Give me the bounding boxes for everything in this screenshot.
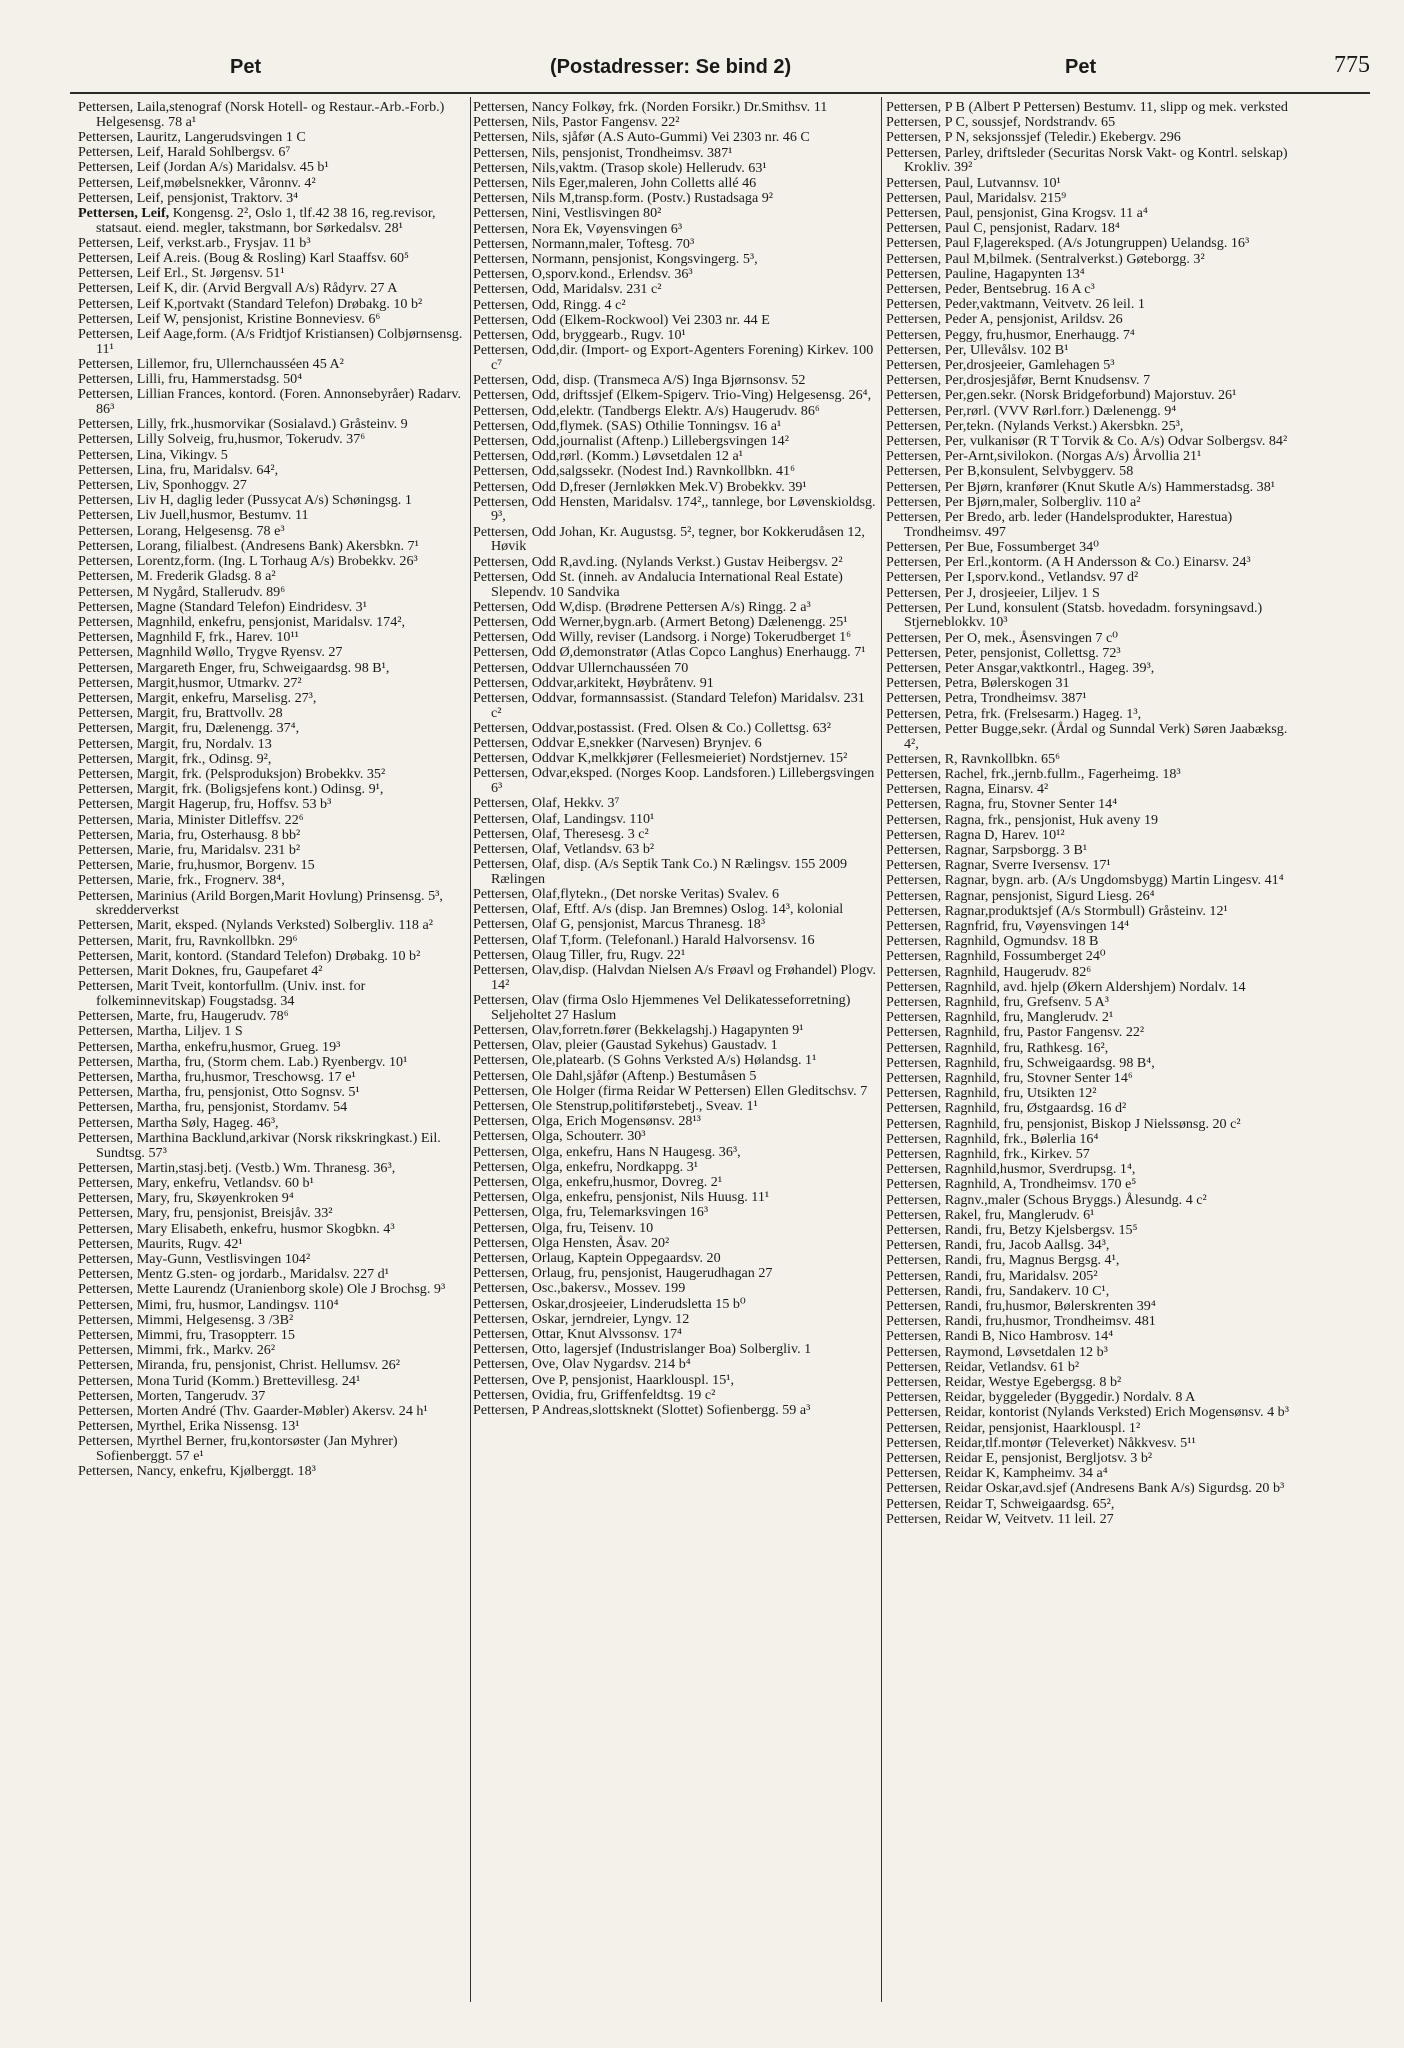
directory-entry: Pettersen, Maurits, Rugv. 42¹ (78, 1235, 243, 1252)
directory-entry: Pettersen, Ragnhild,husmor, Sverdrupsg. 1⁴, (886, 1161, 1136, 1178)
directory-entry: Pettersen, Olga, enkefru, pensjonist, Nils Huusg. 11¹ (473, 1189, 770, 1206)
directory-entry: Pettersen, P Andreas,slottsknekt (Slottet) Sofienbergg. 59 a³ (473, 1401, 811, 1418)
directory-entry: Pettersen, Morten, Tangerudv. 37 (78, 1387, 266, 1404)
directory-entry: Pettersen, Mary Elisabeth, enkefru, husmor Skogbkn. 4³ (78, 1220, 395, 1237)
directory-entry: Pettersen, Odd,dir. (Import- og Export-Agenters Forening) Kirkev. 100 c⁷ (473, 342, 874, 373)
directory-entry: Pettersen, Reidar W, Veitvetv. 11 leil. 27 (886, 1510, 1114, 1527)
directory-entry: Pettersen, Per Bjørn,maler, Solbergliv. 110 a² (886, 493, 1141, 510)
directory-entry: Pettersen, Odd,salgssekr. (Nodest Ind.) Ravnkollbkn. 41⁶ (473, 463, 795, 480)
directory-entry: Pettersen, Orlaug, Kaptein Oppegaardsv. 20 (473, 1249, 721, 1266)
directory-entry: Pettersen, Maria, Minister Ditleffsv. 22⁶ (78, 811, 304, 828)
directory-entry: Pettersen, Leif Aage,form. (A/s Fridtjof Kristiansen) Colbjørnsensg. 11¹ (78, 326, 463, 357)
directory-entry: Pettersen, Leif (Jordan A/s) Maridalsv. 45 b¹ (78, 159, 329, 176)
directory-entry: Pettersen, Martha, fru, pensjonist, Otto Sognsv. 5¹ (78, 1084, 360, 1101)
directory-entry: Pettersen, Mary, enkefru, Vetlandsv. 60 b¹ (78, 1174, 314, 1191)
directory-entry: Pettersen, Martha, fru, (Storm chem. Lab.) Ryenbergv. 10¹ (78, 1053, 408, 1070)
directory-entry: Pettersen, M Nygård, Stallerudv. 89⁶ (78, 583, 286, 600)
directory-entry: Pettersen, Odd Johan, Kr. Augustsg. 5², tegner, bor Kokkerudåsen 12, Høvik (473, 523, 865, 555)
directory-entry: Pettersen, Per Bredo, arb. leder (Handelsprodukter, Harestua) Trondheimsv. 497 (886, 508, 1233, 540)
directory-entry: Pettersen, Marinius (Arild Borgen,Marit Hovlung) Prinsensg. 5³, skredderverkst (78, 887, 443, 919)
directory-entry: Pettersen, Odd, bryggearb., Rugv. 10¹ (473, 327, 686, 344)
directory-entry: Pettersen, Ole Stenstrup,politiførstebetj., Sveav. 1¹ (473, 1097, 758, 1114)
directory-entry: Pettersen, Mona Turid (Komm.) Brettevillesg. 24¹ (78, 1372, 361, 1389)
directory-entry: Pettersen, Leif, pensjonist, Traktorv. 3⁴ (78, 189, 299, 206)
directory-entry: Pettersen, Ragnhild, avd. hjelp (Økern Aldershjem) Nordalv. 14 (886, 978, 1246, 995)
directory-entry: Pettersen, Olga, fru, Teisenv. 10 (473, 1219, 654, 1236)
directory-entry: Pettersen, Otto, lagersjef (Industrislanger Boa) Solbergliv. 1 (473, 1341, 812, 1358)
directory-entry: Pettersen, Margit Hagerup, fru, Hoffsv. 53 b³ (78, 796, 332, 813)
directory-entry: Pettersen, Ragnar, bygn. arb. (A/s Ungdomsbygg) Martin Lingesv. 41⁴ (886, 872, 1284, 889)
directory-entry: Pettersen, Mentz G.sten- og jordarb., Maridalsv. 227 d¹ (78, 1266, 389, 1283)
directory-entry: Pettersen, Mary, fru, Skøyenkroken 9⁴ (78, 1190, 294, 1207)
directory-entry: Pettersen, Paul F,lagereksped. (A/s Jotungruppen) Uelandsg. 16³ (886, 235, 1250, 252)
directory-entry: Pettersen, R, Ravnkollbkn. 65⁶ (886, 750, 1061, 767)
directory-entry: Pettersen, Raymond, Løvsetdalen 12 b³ (886, 1343, 1108, 1360)
directory-entry: Pettersen, Ragnar, pensjonist, Sigurd Liesg. 26⁴ (886, 887, 1155, 904)
directory-entry: Pettersen, Ottar, Knut Alvssonsv. 17⁴ (473, 1325, 682, 1342)
directory-entry: Pettersen, Mimmi, frk., Markv. 26² (78, 1342, 276, 1359)
directory-entry: Pettersen, Ragnhild, fru, Utsikten 12² (886, 1085, 1097, 1102)
directory-entry: Pettersen, Ragnhild, fru, pensjonist, Biskop J Nielssønsg. 20 c² (886, 1115, 1241, 1132)
directory-entry: Pettersen, Martha, fru,husmor, Treschowsg. 17 e¹ (78, 1069, 356, 1085)
directory-entry: Pettersen, Per,gen.sekr. (Norsk Bridgeforbund) Majorstuv. 26¹ (886, 387, 1237, 404)
directory-entry: Pettersen, Olaf,flytekn., (Det norske Veritas) Svalev. 6 (473, 886, 780, 903)
directory-entry: Pettersen, Odvar,eksped. (Norges Koop. Landsforen.) Lillebergsvingen 6³ (473, 765, 875, 797)
directory-entry: Pettersen, Olga, Erich Mogensønsv. 28¹³ (473, 1113, 701, 1130)
directory-entry: Pettersen, Olaf, Landingsv. 110¹ (473, 810, 655, 827)
directory-entry: Pettersen, Paul, pensjonist, Gina Krogsv. 11 a⁴ (886, 204, 1148, 221)
directory-entry: Pettersen, Randi, fru,husmor, Bølerskrenten 39⁴ (886, 1298, 1156, 1315)
directory-entry: Pettersen, Per, vulkanisør (R T Torvik & Co. A/s) Odvar Solbergsv. 84² (886, 432, 1288, 449)
directory-entry: Pettersen, Oddvar,arkitekt, Høybråtenv. 91 (473, 674, 714, 691)
directory-entry: Pettersen, Martha, fru, pensjonist, Stordamv. 54 (78, 1099, 348, 1116)
directory-entry: Pettersen, Pauline, Hagapynten 13⁴ (886, 265, 1085, 282)
directory-entry: Pettersen, Odd St. (inneh. av Andalucia International Real Estate) Slependv. 10 Sandvika (473, 568, 843, 600)
directory-entry: Pettersen, Ragnar, Sarpsborgg. 3 B¹ (886, 841, 1088, 858)
directory-entry: Pettersen, Oskar, jerndreier, Lyngv. 12 (473, 1310, 690, 1327)
directory-entry: Pettersen, Ragnhild, A, Trondheimsv. 170 e⁵ (886, 1176, 1137, 1193)
directory-entry: Pettersen, Nancy Folkøy, frk. (Norden Forsikr.) Dr.Smithsv. 11 (473, 100, 828, 115)
column-divider (470, 97, 471, 2002)
header-right-guide-word: Pet (1065, 56, 1097, 78)
directory-entry: Pettersen, Mimi, fru, husmor, Landingsv. 110⁴ (78, 1296, 339, 1313)
directory-entry: Pettersen, Marit Tveit, kontorfullm. (Univ. inst. for folkeminnevitskap) Fougstadsg. 34 (78, 978, 366, 1009)
directory-entry: Pettersen, Odd, Maridalsv. 231 c² (473, 281, 662, 298)
directory-entry: Pettersen, Petra, frk. (Frelsesarm.) Hageg. 1³, (886, 705, 1142, 722)
directory-entry: Pettersen, Martin,stasj.betj. (Vestb.) Wm. Thranesg. 36³, (78, 1159, 396, 1176)
directory-entry: Pettersen, Olga, enkefru, Nordkappg. 3¹ (473, 1158, 698, 1175)
directory-entry: Pettersen, Paul C, pensjonist, Radarv. 18⁴ (886, 220, 1120, 237)
directory-entry: Pettersen, Magne (Standard Telefon) Eindridesv. 3¹ (78, 598, 367, 615)
directory-entry: Pettersen, Margit, fru, Nordalv. 13 (78, 735, 272, 752)
directory-entry: Pettersen, Marit, fru, Ravnkollbkn. 29⁶ (78, 932, 298, 949)
directory-entry: Pettersen, Olaug Tiller, fru, Rugv. 22¹ (473, 946, 686, 963)
directory-entry: Pettersen, Ragnfrid, fru, Vøyensvingen 14⁴ (886, 917, 1130, 934)
directory-entry: Pettersen, Margit, frk., Odinsg. 9², (78, 750, 272, 767)
directory-entry: Pettersen, Normann, pensjonist, Kongsvingerg. 5³, (473, 251, 758, 268)
directory-entry: Pettersen, Olga, enkefru, Hans N Haugesg. 36³, (473, 1143, 741, 1160)
directory-entry: Pettersen, Ragnv.,maler (Schous Bryggs.) Ålesundg. 4 c² (886, 1191, 1207, 1208)
directory-column-1 (78, 100, 468, 2000)
directory-entry: Pettersen, Nils, Pastor Fangensv. 22² (473, 114, 680, 131)
directory-entry: Pettersen, Odd D,freser (Jernløkken Mek.V) Brobekkv. 39¹ (473, 478, 807, 495)
directory-entry: Pettersen, Nancy, enkefru, Kjølberggt. 18³ (78, 1463, 316, 1480)
directory-entry: Pettersen, Myrthel, Erika Nissensg. 13¹ (78, 1418, 300, 1435)
directory-entry: Pettersen, Odd, driftssjef (Elkem-Spigerv. Trio-Ving) Helgesensg. 26⁴, (473, 387, 872, 404)
directory-entry: Pettersen, Odd (Elkem-Rockwool) Vei 2303 nr. 44 E (473, 311, 770, 328)
directory-entry: Pettersen, Margit, fru, Dælenengg. 37⁴, (78, 720, 300, 737)
directory-column-3 (886, 100, 1304, 2000)
directory-entry: Pettersen, Magnhild, enkefru, pensjonist, Maridalsv. 174², (78, 613, 406, 630)
directory-entry: Pettersen, Ragnhild, fru, Rathkesg. 16², (886, 1039, 1109, 1056)
directory-entry: Pettersen, Olav (firma Oslo Hjemmenes Vel Delikatesseforretning) Seljeholtet 27 Haslum (473, 991, 851, 1023)
directory-entry: Pettersen, Parley, driftsleder (Securitas Norsk Vakt- og Kontrl. selskap) Krokliv. 39² (886, 144, 1288, 176)
directory-entry: Pettersen, Marie, fru, Maridalsv. 231 b² (78, 841, 301, 858)
directory-entry: Pettersen, Ole Holger (firma Reidar W Pettersen) Ellen Gleditschsv. 7 (473, 1082, 868, 1099)
directory-entry: Pettersen, Leif A.reis. (Boug & Rosling) Karl Staaffsv. 60⁵ (78, 250, 409, 267)
directory-entry: Pettersen, Morten André (Thv. Gaarder-Møbler) Akersv. 24 h¹ (78, 1402, 428, 1419)
directory-entry: Pettersen, Reidar, kontorist (Nylands Verksted) Erich Mogensønsv. 4 b³ (886, 1404, 1289, 1421)
directory-entry: Pettersen, Odd Willy, reviser (Landsorg. i Norge) Tokerudberget 1⁶ (473, 629, 852, 646)
directory-entry: Pettersen, Per Erl.,kontorm. (A H Andersson & Co.) Einarsv. 24³ (886, 554, 1251, 571)
directory-entry: Pettersen, Olga, Schouterr. 30³ (473, 1128, 646, 1145)
directory-entry: Pettersen, Odd,journalist (Aftenp.) Lillebergsvingen 14² (473, 432, 789, 449)
directory-entry: Pettersen, Oddvar Ullernchausséen 70 (473, 659, 689, 676)
directory-entry: Pettersen, Reidar, Westye Egebergsg. 8 b² (886, 1374, 1122, 1391)
directory-entry: Pettersen, Marie, frk., Frognerv. 38⁴, (78, 872, 285, 889)
directory-entry: Pettersen, Martha Søly, Hageg. 46³, (78, 1114, 279, 1131)
directory-entry: Pettersen, Marthina Backlund,arkivar (Norsk rikskringkast.) Eil. Sundtsg. 57³ (78, 1129, 441, 1161)
directory-entry: Pettersen, Lilli, fru, Hammerstadsg. 50⁴ (78, 371, 303, 388)
directory-entry: Pettersen, Leif Erl., St. Jørgensv. 51¹ (78, 265, 285, 282)
header-left-guide-word: Pet (230, 56, 262, 78)
directory-entry: Pettersen, Ole Dahl,sjåfør (Aftenp.) Bestumåsen 5 (473, 1067, 757, 1084)
directory-entry: Pettersen, Marit, eksped. (Nylands Verksted) Solbergliv. 118 a² (78, 917, 433, 934)
directory-entry: Pettersen, Odd R,avd.ing. (Nylands Verkst.) Gustav Heibergsv. 2² (473, 553, 843, 570)
directory-entry: Pettersen, Orlaug, fru, pensjonist, Haugerudhagan 27 (473, 1265, 773, 1282)
directory-entry: Pettersen, Paul, Maridalsv. 215⁹ (886, 189, 1067, 206)
directory-entry: Pettersen, Per-Arnt,sivilokon. (Norgas A/s) Årvollia 21¹ (886, 448, 1202, 465)
directory-entry: Pettersen, Ragnhild, fru, Grefsenv. 5 A³ (886, 993, 1109, 1010)
directory-entry: Pettersen, P N, seksjonssjef (Teledir.) Ekebergv. 296 (886, 129, 1181, 146)
directory-entry: Pettersen, Martha, Liljev. 1 S (78, 1023, 243, 1040)
directory-entry: Pettersen, Reidar E, pensjonist, Bergljotsv. 3 b² (886, 1450, 1153, 1467)
directory-entry: Pettersen, Margit, frk. (Pelsproduksjon) Brobekkv. 35² (78, 765, 386, 782)
directory-entry: Pettersen, P C, soussjef, Nordstrandv. 65 (886, 114, 1116, 131)
directory-entry: Pettersen, Olaf, Hekkv. 3⁷ (473, 795, 620, 812)
directory-entry: Pettersen, Miranda, fru, pensjonist, Christ. Hellumsv. 26² (78, 1357, 400, 1374)
directory-entry: Pettersen, Leif K,portvakt (Standard Telefon) Drøbakg. 10 b² (78, 295, 423, 312)
directory-entry: Pettersen, Reidar T, Schweigaardsg. 65², (886, 1495, 1115, 1512)
directory-entry: Pettersen, Odd, Ringg. 4 c² (473, 296, 626, 313)
directory-entry: Pettersen, Odd,flymek. (SAS) Othilie Tonningsv. 16 a¹ (473, 417, 782, 434)
directory-entry: Pettersen, Per B,konsulent, Selvbyggerv. 58 (886, 463, 1134, 480)
directory-entry: Pettersen, Lina, fru, Maridalsv. 64², (78, 461, 279, 478)
directory-entry: Pettersen, Oddvar, formannsassist. (Standard Telefon) Maridalsv. 231 c² (473, 689, 865, 721)
directory-entry: Pettersen, Per,drosjesjåfør, Bernt Knudsensv. 7 (886, 372, 1151, 389)
directory-entry: Pettersen, Mimmi, Helgesensg. 3 /3B² (78, 1311, 294, 1328)
directory-entry: Pettersen, Nils, sjåfør (A.S Auto-Gummi) Vei 2303 nr. 46 C (473, 129, 810, 146)
directory-entry: Pettersen, Ragnar,produktsjef (A/s Stormbull) Gråsteinv. 12¹ (886, 902, 1228, 919)
directory-entry: Pettersen, Per Lund, konsulent (Statsb. hovedadm. forsyningsavd.) Stjerneblokkv. 10³ (886, 599, 1263, 631)
directory-entry: Pettersen, Leif, Harald Sohlbergsv. 6⁷ (78, 144, 291, 161)
directory-entry: Pettersen, Odd W,disp. (Brødrene Pettersen A/s) Ringg. 2 a³ (473, 598, 811, 615)
directory-entry: Pettersen, Normann,maler, Toftesg. 70³ (473, 235, 695, 252)
directory-entry: Pettersen, Ragnhild, fru, Stovner Senter 14⁶ (886, 1070, 1133, 1086)
directory-entry: Pettersen, Lauritz, Langerudsvingen 1 C (78, 128, 306, 145)
directory-entry: Pettersen, Marie, fru,husmor, Borgenv. 15 (78, 857, 315, 874)
directory-entry: Pettersen, Rakel, fru, Manglerudv. 6¹ (886, 1206, 1095, 1223)
directory-entry: Pettersen, P B (Albert P Pettersen) Bestumv. 11, slipp og mek. verksted (886, 100, 1288, 115)
directory-entry: Pettersen, Leif, Kongensg. 2², Oslo 1, tlf.42 38 16, reg.revisor, statsaut. eiend. megler, takstmann, bor Sørkedalsv. 28¹ (78, 204, 436, 236)
directory-entry: Pettersen, Per O, mek., Åsensvingen 7 c⁰ (886, 629, 1118, 646)
directory-entry: Pettersen, Liv Juell,husmor, Bestumv. 11 (78, 507, 309, 524)
directory-entry: Pettersen, Peggy, fru,husmor, Enerhaugg. 7⁴ (886, 326, 1135, 343)
directory-entry: Pettersen, Odd Hensten, Maridalsv. 174²,, tannlege, bor Løvenskioldsg. 9³, (473, 493, 876, 525)
directory-entry: Pettersen, Rachel, frk.,jernb.fullm., Fagerheimg. 18³ (886, 765, 1181, 782)
directory-entry: Pettersen, May-Gunn, Vestlisvingen 104² (78, 1250, 311, 1267)
directory-entry: Pettersen, Olav, pleier (Gaustad Sykehus) Gaustadv. 1 (473, 1037, 778, 1054)
directory-entry: Pettersen, Olaf, disp. (A/s Septik Tank Co.) N Rælingsv. 155 2009 Rælingen (473, 856, 848, 887)
directory-entry: Pettersen, Margit, enkefru, Marselisg. 27³, (78, 689, 317, 706)
directory-entry: Pettersen, Maria, fru, Osterhausg. 8 bb² (78, 826, 301, 843)
directory-entry: Pettersen, Ragna, frk., pensjonist, Huk aveny 19 (886, 811, 1159, 828)
directory-entry: Pettersen, Leif,møbelsnekker, Våronnv. 4² (78, 174, 316, 191)
directory-entry: Pettersen, Nils,vaktm. (Trasop skole) Hellerudv. 63¹ (473, 159, 767, 176)
header-center-note: (Postadresser: Se bind 2) (550, 56, 792, 78)
directory-entry: Pettersen, Peder A, pensjonist, Arildsv. 26 (886, 311, 1123, 328)
directory-entry: Pettersen, Oskar,drosjeeier, Linderudsletta 15 b⁰ (473, 1295, 746, 1312)
directory-entry: Pettersen, Ragnhild, fru, Schweigaardsg. 98 B⁴, (886, 1054, 1155, 1071)
directory-entry: Pettersen, Randi, fru,husmor, Trondheimsv. 481 (886, 1313, 1156, 1330)
directory-entry: Pettersen, Olav,forretn.fører (Bekkelagshj.) Hagapynten 9¹ (473, 1021, 804, 1038)
directory-entry: Pettersen, Magnhild F, frk., Harev. 10¹¹ (78, 629, 299, 646)
directory-entry: Pettersen, Olaf, Vetlandsv. 63 b² (473, 840, 655, 857)
directory-entry: Pettersen, Peder, Bentsebrug. 16 A c³ (886, 280, 1095, 297)
directory-entry: Pettersen, Margit, fru, Brattvollv. 28 (78, 705, 283, 722)
directory-entry: Pettersen, Ove, Olav Nygardsv. 214 b⁴ (473, 1356, 691, 1373)
column-divider (881, 97, 882, 2002)
directory-entry: Pettersen, Ole,platearb. (S Gohns Verksted A/s) Hølandsg. 1¹ (473, 1052, 817, 1069)
directory-entry: Pettersen, Petter Bugge,sekr. (Årdal og Sunndal Verk) Søren Jaabæksg. 4², (886, 720, 1288, 752)
directory-entry: Pettersen, Lilly, frk.,husmorvikar (Sosialavd.) Gråsteinv. 9 (78, 416, 408, 433)
directory-entry: Pettersen, Lilly Solveig, fru,husmor, Tokerudv. 37⁶ (78, 431, 366, 448)
directory-entry: Pettersen, Reidar K, Kampheimv. 34 a⁴ (886, 1465, 1108, 1482)
directory-entry: Pettersen, Nils, pensjonist, Trondheimsv. 387¹ (473, 144, 733, 161)
directory-entry: Pettersen, Per,rørl. (VVV Rørl.forr.) Dælenengg. 9⁴ (886, 402, 1177, 419)
directory-column-2 (473, 100, 877, 2000)
directory-entry: Pettersen, Lillian Frances, kontord. (Foren. Annonsebyråer) Radarv. 86³ (78, 386, 462, 418)
directory-entry: Pettersen, Reidar,tlf.montør (Televerket) Nåkkvesv. 5¹¹ (886, 1434, 1196, 1451)
directory-entry: Pettersen, Ragnhild, frk., Bølerlia 16⁴ (886, 1130, 1099, 1147)
directory-entry: Pettersen, Margit, frk. (Boligsjefens kont.) Odinsg. 9¹, (78, 781, 384, 798)
page-header (70, 48, 1370, 94)
directory-entry: Pettersen, Ragna D, Harev. 10¹² (886, 826, 1065, 843)
directory-entry: Pettersen, Lorang, Helgesensg. 78 e³ (78, 522, 285, 539)
directory-entry: Pettersen, Petra, Bølerskogen 31 (886, 675, 1070, 692)
directory-entry: Pettersen, Margit,husmor, Utmarkv. 27² (78, 674, 302, 691)
directory-entry: Pettersen, Reidar, Vetlandsv. 61 b² (886, 1358, 1080, 1375)
directory-entry: Pettersen, Nora Ek, Vøyensvingen 6³ (473, 220, 683, 237)
directory-entry: Pettersen, Per,drosjeeier, Gamlehagen 5³ (886, 356, 1115, 373)
directory-entry: Pettersen, Liv H, daglig leder (Pussycat A/s) Schøningsg. 1 (78, 492, 412, 509)
directory-entry: Pettersen, Mette Laurendz (Uranienborg skole) Ole J Brochsg. 9³ (78, 1281, 446, 1298)
directory-entry: Pettersen, Olaf G, pensjonist, Marcus Thranesg. 18³ (473, 916, 766, 933)
directory-entry: Pettersen, Peter, pensjonist, Collettsg. 72³ (886, 644, 1121, 661)
directory-entry: Pettersen, Ragnhild, Haugerudv. 82⁶ (886, 963, 1092, 980)
directory-entry: Pettersen, Myrthel Berner, fru,kontorsøster (Jan Myhrer) Sofienberggt. 57 e¹ (78, 1433, 398, 1465)
directory-entry: Pettersen, Petra, Trondheimsv. 387¹ (886, 690, 1087, 707)
directory-entry: Pettersen, Peder,vaktmann, Veitvetv. 26 leil. 1 (886, 296, 1145, 313)
directory-entry: Pettersen, Odd Werner,bygn.arb. (Armert Betong) Dælenengg. 25¹ (473, 613, 848, 630)
directory-entry: Pettersen, Ragnhild, frk., Kirkev. 57 (886, 1146, 1090, 1163)
directory-entry: Pettersen, Ragnhild, fru, Manglerudv. 2¹ (886, 1009, 1114, 1026)
directory-entry: Pettersen, Leif, verkst.arb., Frysjav. 11 b³ (78, 234, 311, 251)
page-number: 775 (1334, 52, 1370, 78)
directory-entry: Pettersen, Lorang, filialbest. (Andresens Bank) Akersbkn. 7¹ (78, 537, 419, 554)
directory-entry: Pettersen, Marit, kontord. (Standard Telefon) Drøbakg. 10 b² (78, 947, 421, 964)
directory-entry: Pettersen, O,sporv.kond., Erlendsv. 36³ (473, 266, 693, 283)
directory-entry: Pettersen, Peter Ansgar,vaktkontrl., Hageg. 39³, (886, 660, 1155, 677)
directory-entry: Pettersen, Reidar, pensjonist, Haarklouspl. 1² (886, 1419, 1141, 1436)
directory-entry: Pettersen, Leif W, pensjonist, Kristine Bonneviesv. 6⁶ (78, 310, 381, 327)
directory-entry: Pettersen, Leif K, dir. (Arvid Bergvall A/s) Rådyrv. 27 A (78, 280, 398, 297)
directory-entry: Pettersen, Nini, Vestlisvingen 80² (473, 205, 662, 222)
directory-entry: Pettersen, Per Bue, Fossumberget 34⁰ (886, 538, 1099, 555)
directory-entry: Pettersen, Odd, disp. (Transmeca A/S) Inga Bjørnsonsv. 52 (473, 372, 806, 389)
directory-entry: Pettersen, Lillemor, fru, Ullernchausséen 45 A² (78, 355, 344, 372)
directory-entry: Pettersen, Marte, fru, Haugerudv. 78⁶ (78, 1008, 289, 1025)
directory-entry: Pettersen, Randi, fru, Magnus Bergsg. 4¹, (886, 1252, 1120, 1269)
directory-entry: Pettersen, Ragnhild, Ogmundsv. 18 B (886, 933, 1099, 950)
directory-entry: Pettersen, Reidar, byggeleder (Byggedir.) Nordalv. 8 A (886, 1389, 1196, 1406)
directory-entry: Pettersen, Lorentz,form. (Ing. L Torhaug A/s) Brobekkv. 26³ (78, 553, 418, 570)
directory-entry: Pettersen, Ragnhild, fru, Østgaardsg. 16 d² (886, 1100, 1127, 1117)
directory-entry: Pettersen, Mary, fru, pensjonist, Breisjåv. 33² (78, 1205, 333, 1222)
directory-entry: Pettersen, Osc.,bakersv., Mossev. 199 (473, 1280, 686, 1297)
directory-entry: Pettersen, Ragna, Einarsv. 4² (886, 781, 1049, 798)
directory-entry: Pettersen, Randi, fru, Maridalsv. 205² (886, 1267, 1098, 1284)
directory-entry: Pettersen, M. Frederik Gladsg. 8 a² (78, 568, 276, 585)
directory-entry: Pettersen, Nils Eger,maleren, John Colletts allé 46 (473, 175, 757, 192)
directory-entry: Pettersen, Odd,rørl. (Komm.) Løvsetdalen 12 a¹ (473, 448, 743, 465)
directory-entry: Pettersen, Olga, enkefru,husmor, Dovreg. 2¹ (473, 1173, 723, 1190)
directory-entry: Pettersen, Oddvar E,snekker (Narvesen) Brynjev. 6 (473, 735, 762, 752)
directory-entry: Pettersen, Laila,stenograf (Norsk Hotell- og Restaur.-Arb.-Forb.) Helgesensg. 78 a¹ (78, 100, 445, 130)
directory-entry: Pettersen, Randi, fru, Sandakerv. 10 C¹, (886, 1282, 1110, 1299)
directory-entry: Pettersen, Olaf, Theresesg. 3 c² (473, 825, 649, 842)
directory-entry: Pettersen, Olga, fru, Telemarksvingen 16³ (473, 1204, 709, 1221)
directory-entry: Pettersen, Olga Hensten, Åsav. 20² (473, 1234, 670, 1251)
directory-entry: Pettersen, Paul, Lutvannsv. 10¹ (886, 174, 1061, 191)
directory-entry: Pettersen, Ragnar, Sverre Iversensv. 17¹ (886, 857, 1111, 874)
directory-entry: Pettersen, Lina, Vikingv. 5 (78, 446, 228, 463)
directory-entry: Pettersen, Magnhild Wøllo, Trygve Ryensv. 27 (78, 644, 343, 661)
directory-entry: Pettersen, Olaf T,form. (Telefonanl.) Harald Halvorsensv. 16 (473, 931, 815, 948)
directory-entry: Pettersen, Olav,disp. (Halvdan Nielsen A/s Frøavl og Frøhandel) Plogv. 14² (473, 962, 876, 993)
directory-entry: Pettersen, Per, Ullevålsv. 102 B¹ (886, 341, 1069, 358)
directory-entry: Pettersen, Olaf, Eftf. A/s (disp. Jan Bremnes) Oslog. 14³, kolonial (473, 901, 844, 918)
directory-entry: Pettersen, Reidar Oskar,avd.sjef (Andresens Bank A/s) Sigurdsg. 20 b³ (886, 1480, 1285, 1497)
directory-entry: Pettersen, Odd,elektr. (Tandbergs Elektr. A/s) Haugerudv. 86⁶ (473, 402, 820, 419)
directory-entry: Pettersen, Odd Ø,demonstratør (Atlas Copco Langhus) Enerhaugg. 7¹ (473, 644, 866, 661)
directory-entry: Pettersen, Per I,sporv.kond., Vetlandsv. 97 d² (886, 569, 1139, 586)
directory-entry: Pettersen, Randi B, Nico Hambrosv. 14⁴ (886, 1328, 1114, 1345)
directory-entry: Pettersen, Marit Doknes, fru, Gaupefaret 4² (78, 963, 323, 980)
directory-entry: Pettersen, Mimmi, fru, Trasoppterr. 15 (78, 1326, 295, 1343)
directory-entry: Pettersen, Paul M,bilmek. (Sentralverkst.) Gøteborgg. 3² (886, 250, 1205, 267)
directory-entry: Pettersen, Per Bjørn, kranfører (Knut Skutle A/s) Hammerstadsg. 38¹ (886, 478, 1275, 495)
directory-entry: Pettersen, Ove P, pensjonist, Haarklouspl. 15¹, (473, 1371, 735, 1388)
directory-entry: Pettersen, Ovidia, fru, Griffenfeldtsg. 19 c² (473, 1386, 716, 1403)
directory-entry: Pettersen, Nils M,transp.form. (Postv.) Rustadsaga 9² (473, 190, 774, 207)
directory-entry: Pettersen, Per J, drosjeeier, Liljev. 1 S (886, 584, 1100, 601)
directory-entry: Pettersen, Ragnhild, Fossumberget 24⁰ (886, 948, 1106, 965)
directory-entry: Pettersen, Martha, enkefru,husmor, Grueg. 19³ (78, 1038, 341, 1055)
directory-entry: Pettersen, Per,tekn. (Nylands Verkst.) Akersbkn. 25³, (886, 417, 1184, 434)
directory-entry: Pettersen, Margareth Enger, fru, Schweigaardsg. 98 B¹, (78, 659, 390, 676)
directory-entry: Pettersen, Oddvar,postassist. (Fred. Olsen & Co.) Collettsg. 63² (473, 719, 831, 736)
directory-entry: Pettersen, Ragna, fru, Stovner Senter 14⁴ (886, 796, 1118, 813)
directory-entry: Pettersen, Randi, fru, Betzy Kjelsbergsv. 15⁵ (886, 1222, 1138, 1239)
directory-entry: Pettersen, Ragnhild, fru, Pastor Fangensv. 22² (886, 1024, 1145, 1041)
directory-entry: Pettersen, Randi, fru, Jacob Aallsg. 34³, (886, 1237, 1110, 1254)
directory-entry: Pettersen, Oddvar K,melkkjører (Fellesmeieriet) Nordstjernev. 15² (473, 750, 848, 767)
directory-entry: Pettersen, Liv, Sponhoggv. 27 (78, 477, 247, 494)
